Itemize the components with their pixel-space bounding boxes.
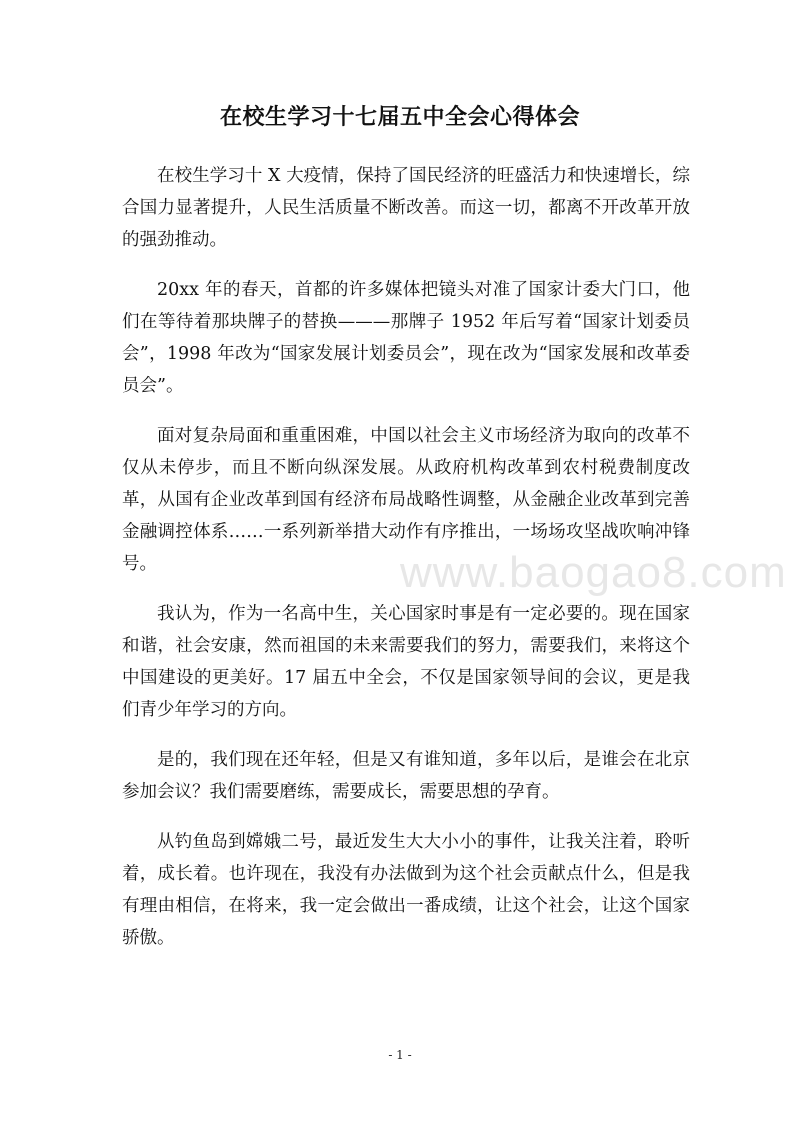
paragraph: 从钓鱼岛到嫦娥二号，最近发生大大小小的事件，让我关注着，聆听着，成长着。也许现在，我没有办法做到为这个社会贡献点什么，但是我有理由相信，在将来，我一定会做出一番成绩，让这个社会，让这个国家骄傲。 (122, 832, 690, 948)
page-number: - 1 - (388, 1048, 412, 1062)
document-body (122, 160, 690, 972)
paragraph: 20xx 年的春天，首都的许多媒体把镜头对准了国家计委大门口，他们在等待着那块牌子的替换———那牌子 1952 年后写着“国家计划委员会”，1998 年改为“国家发展计划委员会”，现在改为“国家发展和改革委员会”。 (122, 280, 690, 396)
paragraph: 面对复杂局面和重重困难，中国以社会主义市场经济为取向的改革不仅从未停步，而且不断向纵深发展。从政府机构改革到农村税费制度改革，从国有企业改革到国有经济布局战略性调整，从金融企业改革到完善金融调控体系……一系列新举措大动作有序推出，一场场攻坚战吹响冲锋号。 (122, 426, 690, 574)
page-title: 在校生学习十七届五中全会心得体会 (219, 104, 580, 130)
paragraph: 是的，我们现在还年轻，但是又有谁知道，多年以后，是谁会在北京参加会议？我们需要磨练，需要成长，需要思想的孕育。 (122, 750, 690, 802)
paragraph: 在校生学习十 X 大疫情，保持了国民经济的旺盛活力和快速增长，综合国力显著提升，人民生活质量不断改善。而这一切，都离不开改革开放的强劲推动。 (122, 166, 690, 250)
paragraph: 我认为，作为一名高中生，关心国家时事是有一定必要的。现在国家和谐，社会安康，然而祖国的未来需要我们的努力，需要我们，来将这个中国建设的更美好。17 届五中全会，不仅是国家领导间的会议，更是我们青少年学习的方向。 (122, 604, 690, 720)
watermark: www.baogao8.com (400, 548, 787, 597)
